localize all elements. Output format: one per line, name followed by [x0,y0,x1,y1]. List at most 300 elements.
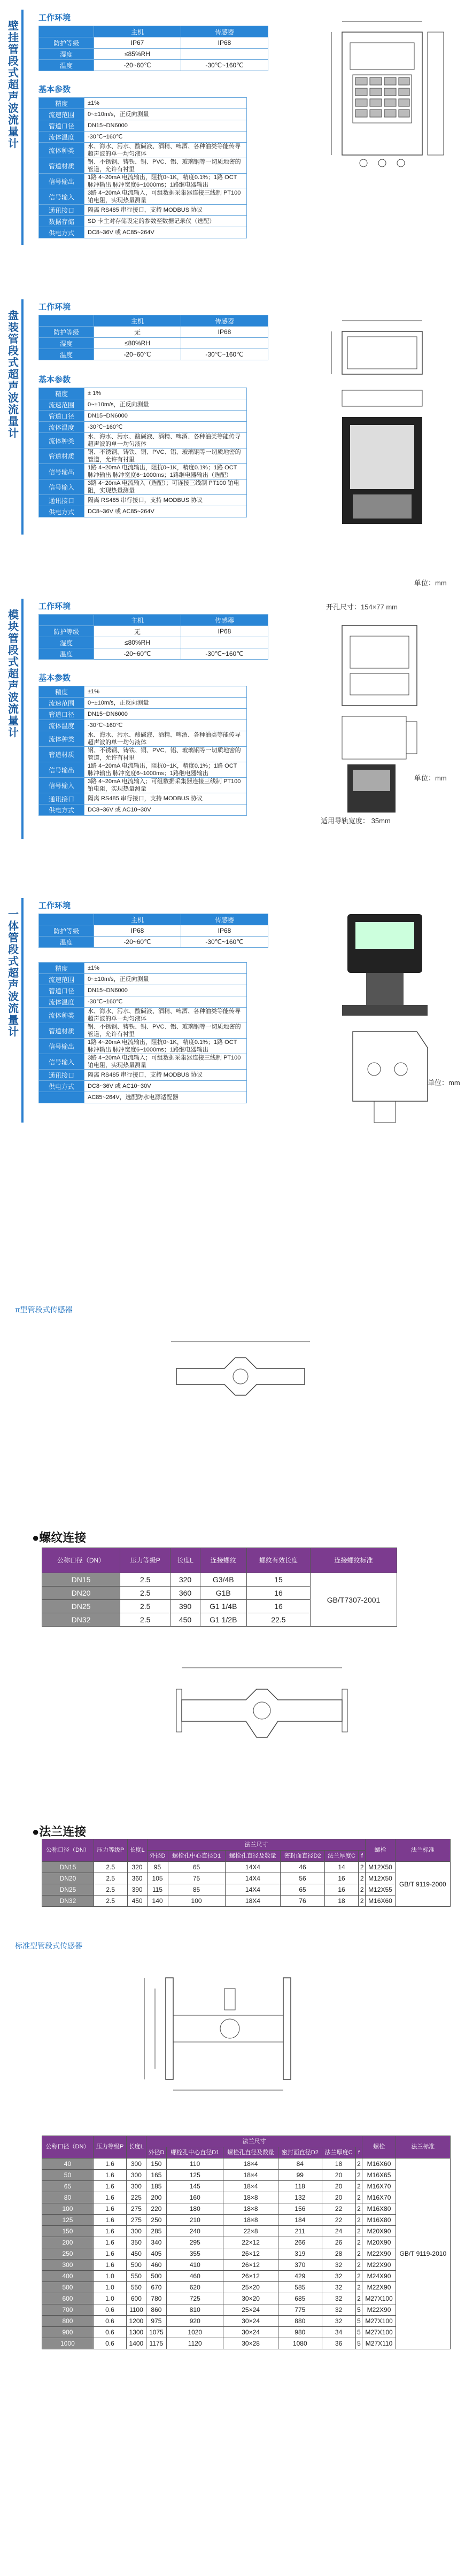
param-row [39,985,247,996]
env-header-row [39,914,268,925]
param-value: -30℃~160℃ [84,422,247,433]
param-row [39,1092,247,1103]
threaded-cell: 2.5 [120,1600,170,1613]
standard-table-dn-cell: 125 [42,2215,94,2226]
standard-table-cell: 1.6 [93,2159,126,2170]
param-value: 3路 4~20mA 电流输入；可组数据采集器连接三线制 PT100 铂电阻，实现热量测量 [84,1054,247,1070]
flanged-table-cell: 320 [127,1862,147,1873]
standard-table-cell: 300 [127,2170,146,2181]
param-value: 钢、不锈钢、铸铁、铜、PVC、铝、玻璃钢等一切质地密的管道，允许有衬里 [84,158,247,174]
standard-table-cell: 25×24 [223,2304,278,2316]
standard-table-cell: 118 [278,2181,322,2192]
standard-table-cell: 1120 [167,2338,223,2349]
standard-table-cell: 26×12 [223,2248,278,2260]
integrated-drawing [321,909,460,1144]
env-header-blank [39,315,94,327]
param-label: 流体种类 [39,731,84,747]
param-label: 管道口径 [39,709,84,720]
flanged-table-standard-cell: GB/T 9119-2000 [395,1862,450,1907]
standard-table-cell: 5 [355,2304,362,2316]
standard-table-dn-cell: 50 [42,2170,94,2181]
standard-table-cell: M20X90 [362,2237,396,2248]
param-value: 1路 4~20mA 电流输出，阻抗0~1K，精度0.1%；1路 OCT 脉冲输出 脉冲宽度6~1000ms；1路继电器输出 [84,762,247,778]
param-row [39,1054,247,1070]
param-row [39,1070,247,1081]
param-label: 流体温度 [39,720,84,731]
env-sensor-value [181,637,268,648]
standard-table-col-header: 螺栓 [362,2136,396,2159]
flanged-table-dn-cell: DN32 [42,1896,94,1907]
param-value: 隔离 RS485 串行接口，支持 MODBUS 协议 [84,205,247,216]
pi-sensor-tag: π型管段式传感器 [15,1305,73,1314]
env-host-value: ≤80%RH [94,637,181,648]
param-value: ±1% [84,98,247,109]
standard-table-cell: 22×12 [223,2237,278,2248]
param-row [39,1008,247,1023]
standard-table-cell: 18×8 [223,2215,278,2226]
param-row [39,495,247,506]
standard-table-cell: 125 [167,2170,223,2181]
env-label: 温度 [39,937,94,948]
param-value: DC8~36V 或 AC85~264V [84,506,247,517]
standard-table-cell: 2 [355,2293,362,2304]
threaded-cell: G1 1/4B [200,1600,246,1613]
threaded-table [42,1548,397,1627]
params-table [38,962,247,1103]
standard-table-row [42,2159,451,2170]
env-label: 湿度 [39,637,94,648]
flanged-table-group-header: 法兰尺寸 [147,1839,366,1851]
standard-table-dn-cell: 250 [42,2248,94,2260]
param-row [39,762,247,778]
env-label: 温度 [39,648,94,660]
param-row [39,963,247,974]
threaded-dn-cell: DN20 [42,1587,120,1600]
standard-table-cell: 200 [146,2192,167,2203]
flanged-table-cell: M12X50 [366,1873,395,1884]
param-value: 1路 4~20mA 电流输出，阻抗0~1K，精度0.1%；1路 OCT 脉冲输出 脉冲宽度6~1000ms；1路继电器输出 [84,174,247,189]
param-label: 供电方式 [39,804,84,816]
param-value: 隔离 RS485 串行接口，支持 MODBUS 协议 [84,793,247,804]
standard-table-cell: 585 [278,2282,322,2293]
threaded-cell: 16 [246,1587,310,1600]
standard-table-col-header: 长度L [127,2136,146,2159]
standard-table-cell: 18×8 [223,2192,278,2203]
standard-table-cell: 1.6 [93,2237,126,2248]
param-label: 管道材质 [39,747,84,762]
threaded-col-header: 螺纹有效长度 [246,1548,310,1573]
env-host-value: 无 [94,327,181,338]
params-table [38,388,247,517]
standard-table-col-header: 压力等级P [93,2136,126,2159]
standard-table-cell: 18 [322,2159,355,2170]
standard-table-cell: 20 [322,2192,355,2203]
standard-table-cell: M22X90 [362,2304,396,2316]
env-label: 湿度 [39,338,94,349]
standard-table-cell: 295 [167,2237,223,2248]
env-col-header: 传感器 [181,615,268,626]
param-value: 水、海水、污水、酸碱液、酒精、啤酒、各种油类等能传导超声波的单一均匀液体 [84,433,247,448]
threaded-cell: G3/4B [200,1573,246,1587]
standard-table-cell: M16X80 [362,2203,396,2215]
threaded-dn-cell: DN25 [42,1600,120,1613]
param-value: 钢、不锈钢、铸铁、铜、PVC、铝、玻璃钢等一切质地密的管道，允许有衬里 [84,1023,247,1039]
standard-table-row [42,2260,451,2271]
standard-table-cell: 20 [322,2181,355,2192]
flanged-table-cell: 390 [127,1884,147,1896]
threaded-col-header: 压力等级P [120,1548,170,1573]
standard-table-cell: 0.6 [93,2327,126,2338]
param-value: 钢、不锈钢、铸铁、铜、PVC、铝、玻璃钢等一切质地密的管道，允许有衬里 [84,747,247,762]
standard-table-col-header: 法兰标准 [396,2136,450,2159]
standard-table-standard-cell: GB/T 9119-2010 [396,2159,450,2349]
param-label: 流体温度 [39,131,84,143]
env-heading: 工作环境 [38,602,71,611]
standard-table-cell: 30×24 [223,2316,278,2327]
standard-table-cell: 2 [355,2260,362,2271]
env-sensor-value [181,49,268,60]
env-row [39,937,268,948]
flanged-table-dn-cell: DN25 [42,1884,94,1896]
flanged-table-cell: 14X4 [225,1873,281,1884]
standard-table-cell: 620 [167,2282,223,2293]
param-value: 0~±10m/s，正反向测量 [84,109,247,120]
standard-table-cell: 22×8 [223,2226,278,2237]
standard-table-cell: M16X65 [362,2170,396,2181]
flanged-table-cell: 2.5 [94,1873,127,1884]
param-value: DN15~DN6000 [84,411,247,422]
threaded-cell: 320 [170,1573,200,1587]
param-value: 3路 4~20mA 电流输入（选配）；可连接三线制 PT100 铂电阻，实现热量测量 [84,479,247,495]
param-label: 通讯接口 [39,793,84,804]
flanged-table-cell: 450 [127,1896,147,1907]
threaded-cell: 2.5 [120,1573,170,1587]
standard-table-cell: 975 [146,2316,167,2327]
flanged-table-cell: 2.5 [94,1884,127,1896]
param-label: 信号输入 [39,1054,84,1070]
standard-table-cell: 150 [146,2159,167,2170]
flanged-table-cell: 65 [168,1862,225,1873]
standard-table-group-header: 法兰尺寸 [146,2136,362,2147]
param-label: 管道口径 [39,411,84,422]
standard-table-cell: 810 [167,2304,223,2316]
param-row [39,174,247,189]
standard-table-cell: 22 [322,2203,355,2215]
standard-table-cell: 775 [278,2304,322,2316]
param-row [39,996,247,1008]
param-value: 水、海水、污水、酸碱液、酒精、啤酒、各种油类等能传导超声波的单一均匀液体 [84,1008,247,1023]
standard-table-cell: M24X90 [362,2271,396,2282]
env-header-blank [39,615,94,626]
standard-table-cell: 184 [278,2215,322,2226]
unit-note: 单位：mm [414,774,447,782]
standard-table-cell: 500 [146,2271,167,2282]
param-label: 流速范围 [39,974,84,985]
param-label: 信号输入 [39,189,84,205]
standard-table-cell: 0.6 [93,2338,126,2349]
threaded-cell: 450 [170,1613,200,1627]
standard-table-cell: 32 [322,2316,355,2327]
pi-sensor-flanged-drawing [160,1657,363,1780]
standard-table-row [42,2215,451,2226]
standard-table-row [42,2170,451,2181]
param-value: DC8~36V 或 AC85~264V [84,227,247,238]
env-col-header: 传感器 [181,26,268,37]
threaded-col-header: 公称口径（DN） [42,1548,120,1573]
standard-table-cell: 920 [167,2316,223,2327]
standard-table-dn-cell: 900 [42,2327,94,2338]
threaded-cell: 2.5 [120,1613,170,1627]
param-row [39,464,247,479]
standard-table-dn-cell: 400 [42,2271,94,2282]
standard-table-cell: M22X90 [362,2248,396,2260]
env-label: 防护等级 [39,925,94,937]
flanged-table-cell: 56 [281,1873,325,1884]
standard-table-cell: M27X110 [362,2338,396,2349]
standard-table-cell: M20X90 [362,2226,396,2237]
section-side-bar [21,599,24,839]
param-label: 管道口径 [39,120,84,131]
standard-table-row [42,2192,451,2203]
env-row [39,37,268,49]
standard-table-cell: 300 [127,2159,146,2170]
param-row [39,778,247,793]
flanged-table-col-header: 螺栓孔中心直径D1 [168,1851,225,1862]
standard-table-row [42,2316,451,2327]
param-row [39,205,247,216]
standard-table-dn-cell: 800 [42,2316,94,2327]
env-header-row [39,315,268,327]
param-label: 供电方式 [39,506,84,517]
param-row [39,1023,247,1039]
env-col-header: 传感器 [181,315,268,327]
param-value: ±1% [84,686,247,698]
param-label: 精度 [39,98,84,109]
params-table [38,97,247,238]
param-label: 通讯接口 [39,495,84,506]
param-value: 0~±10m/s，正反向测量 [84,974,247,985]
param-label: 信号输出 [39,1039,84,1054]
standard-table-cell: 225 [127,2192,146,2203]
env-host-value: -20~60℃ [94,60,181,71]
env-heading: 工作环境 [38,303,71,312]
threaded-cell: G1 1/2B [200,1613,246,1627]
env-table [38,315,268,360]
env-label: 温度 [39,349,94,360]
env-row [39,338,268,349]
standard-table-cell: 685 [278,2293,322,2304]
threaded-row [42,1573,397,1587]
standard-table-cell: 26×12 [223,2271,278,2282]
standard-table-cell: 0.6 [93,2316,126,2327]
flanged-table-cell: 16 [324,1873,358,1884]
param-row [39,974,247,985]
env-row [39,60,268,71]
standard-table-cell: M22X90 [362,2260,396,2271]
section-side-bar [21,299,24,535]
param-label: 信号输入 [39,479,84,495]
param-label: 通讯接口 [39,1070,84,1081]
env-table [38,26,268,71]
flanged-table-cell: 2 [359,1862,366,1873]
standard-table-cell: 1.6 [93,2248,126,2260]
standard-table-cell: 34 [322,2327,355,2338]
standard-table-cell: 1020 [167,2327,223,2338]
env-header-blank [39,914,94,925]
cutout-note: 开孔尺寸：154×77 mm [326,603,398,611]
standard-table-cell: 1.6 [93,2226,126,2237]
param-value: DC8~36V 或 AC10~30V [84,1081,247,1092]
threaded-cell: 22.5 [246,1613,310,1627]
standard-table-cell: M27X100 [362,2316,396,2327]
env-sensor-value [181,338,268,349]
flanged-table-col-header: 外径D [147,1851,168,1862]
standard-table-cell: 370 [278,2260,322,2271]
flanged-table-cell: M12X50 [366,1862,395,1873]
env-sensor-value: -30℃~160℃ [181,60,268,71]
standard-sensor-tag: 标准型管段式传感器 [15,1941,82,1950]
threaded-col-header: 连接螺纹标准 [311,1548,397,1573]
standard-table-dn-cell: 40 [42,2159,94,2170]
flanged-table-col-header: f [359,1851,366,1862]
param-row [39,448,247,464]
flanged-table [42,1839,451,1907]
env-host-value: ≤85%RH [94,49,181,60]
threaded-col-header: 长度L [170,1548,200,1573]
env-col-header: 主机 [94,615,181,626]
standard-table-cell: 32 [322,2304,355,2316]
standard-table-cell: 725 [167,2293,223,2304]
pi-sensor-threaded-drawing [160,1326,321,1406]
standard-table-cell: 780 [146,2293,167,2304]
standard-table-cell: 1400 [127,2338,146,2349]
standard-table-cell: 24 [322,2226,355,2237]
param-row [39,747,247,762]
standard-table-cell: 5 [355,2338,362,2349]
param-value: 3路 4~20mA 电流输入，可组数据采集器连接三线制 PT100 铂电阻，实现热量测量 [84,189,247,205]
standard-table-cell: 355 [167,2248,223,2260]
standard-table-cell: 860 [146,2304,167,2316]
env-heading: 工作环境 [38,901,71,910]
param-label: 管道材质 [39,1023,84,1039]
standard-table-cell: 450 [127,2248,146,2260]
flanged-table-cell: 18 [324,1896,358,1907]
env-sensor-value: IP68 [181,626,268,637]
standard-table-row [42,2338,451,2349]
param-value: 1路 4~20mA 电流输出，阻抗0~1K，精度0.1%；1路 OCT 脉冲输出 脉冲宽度6~1000ms；1路继电器输出（选配） [84,464,247,479]
standard-table-cell: 1.0 [93,2293,126,2304]
standard-table-cell: 22 [322,2215,355,2226]
standard-table-cell: 350 [127,2237,146,2248]
param-value: 隔离 RS485 串行接口，支持 MODBUS 协议 [84,495,247,506]
param-value: DN15~DN6000 [84,709,247,720]
param-value: 钢、不锈钢、铸铁、铜、PVC、铝、玻璃钢等一切质地密的管道，允许有衬里 [84,448,247,464]
param-row [39,411,247,422]
standard-table-cell: 250 [146,2215,167,2226]
env-label: 防护等级 [39,37,94,49]
standard-table-cell: 600 [127,2293,146,2304]
param-label: 流体种类 [39,1008,84,1023]
standard-table-cell: 2 [355,2203,362,2215]
standard-table-cell: 30×24 [223,2327,278,2338]
param-label: 流体种类 [39,433,84,448]
standard-table-cell: 500 [127,2260,146,2271]
param-row [39,1039,247,1054]
standard-table-cell: 160 [167,2192,223,2203]
standard-table-dn-cell: 200 [42,2237,94,2248]
standard-table-cell: 32 [322,2282,355,2293]
flanged-table-header-row [42,1839,451,1851]
param-row [39,189,247,205]
env-host-value: IP68 [94,925,181,937]
standard-table-cell: 1.6 [93,2181,126,2192]
env-table [38,914,268,948]
env-col-header: 主机 [94,315,181,327]
flanged-table-col-header: 公称口径（DN） [42,1839,94,1862]
env-row [39,648,268,660]
standard-table-cell: 165 [146,2170,167,2181]
param-label: 信号输出 [39,464,84,479]
param-row [39,731,247,747]
flanged-table-cell: 46 [281,1862,325,1873]
standard-table-col-header: 法兰厚度C [322,2147,355,2159]
env-sensor-value: IP68 [181,37,268,49]
param-row [39,131,247,143]
env-host-value: IP67 [94,37,181,49]
threaded-heading: ●螺纹连接 [32,1531,87,1544]
flanged-table-cell: 65 [281,1884,325,1896]
standard-table-cell: 145 [167,2181,223,2192]
env-row [39,626,268,637]
standard-table-cell: M27X100 [362,2327,396,2338]
param-value: -30℃~160℃ [84,996,247,1008]
flanged-table-cell: 140 [147,1896,168,1907]
flanged-table-cell: 95 [147,1862,168,1873]
standard-table-col-header: f [355,2147,362,2159]
standard-table-cell: 20 [322,2170,355,2181]
param-value: -30℃~160℃ [84,131,247,143]
param-label: 供电方式 [39,1081,84,1092]
param-label [39,1092,84,1103]
env-host-value: ≤80%RH [94,338,181,349]
standard-table-cell: 32 [322,2260,355,2271]
threaded-cell: 15 [246,1573,310,1587]
threaded-dn-cell: DN15 [42,1573,120,1587]
standard-table-cell: 2 [355,2237,362,2248]
param-label: 数据存储 [39,216,84,227]
standard-table-cell: 18×4 [223,2181,278,2192]
standard-table-cell: M16X60 [362,2159,396,2170]
standard-table-cell: M16X70 [362,2181,396,2192]
standard-table-dn-cell: 1000 [42,2338,94,2349]
param-row [39,388,247,399]
flanged-table-cell: 100 [168,1896,225,1907]
param-value: 0~±10m/s，正反向测量 [84,399,247,411]
param-value: 水、海水、污水、酸碱液、酒精、啤酒、各种油类等能传导超声波的单一均匀液体 [84,143,247,158]
param-value: DN15~DN6000 [84,120,247,131]
param-label: 精度 [39,963,84,974]
param-row [39,433,247,448]
env-row [39,637,268,648]
flanged-table-cell: 2.5 [94,1862,127,1873]
standard-table-cell: M16X70 [362,2192,396,2203]
flanged-heading: ●法兰连接 [32,1825,87,1838]
standard-table-cell: 185 [146,2181,167,2192]
standard-table-cell: 319 [278,2248,322,2260]
standard-table-cell: 32 [322,2271,355,2282]
env-host-value: 无 [94,626,181,637]
env-sensor-value: IP68 [181,327,268,338]
